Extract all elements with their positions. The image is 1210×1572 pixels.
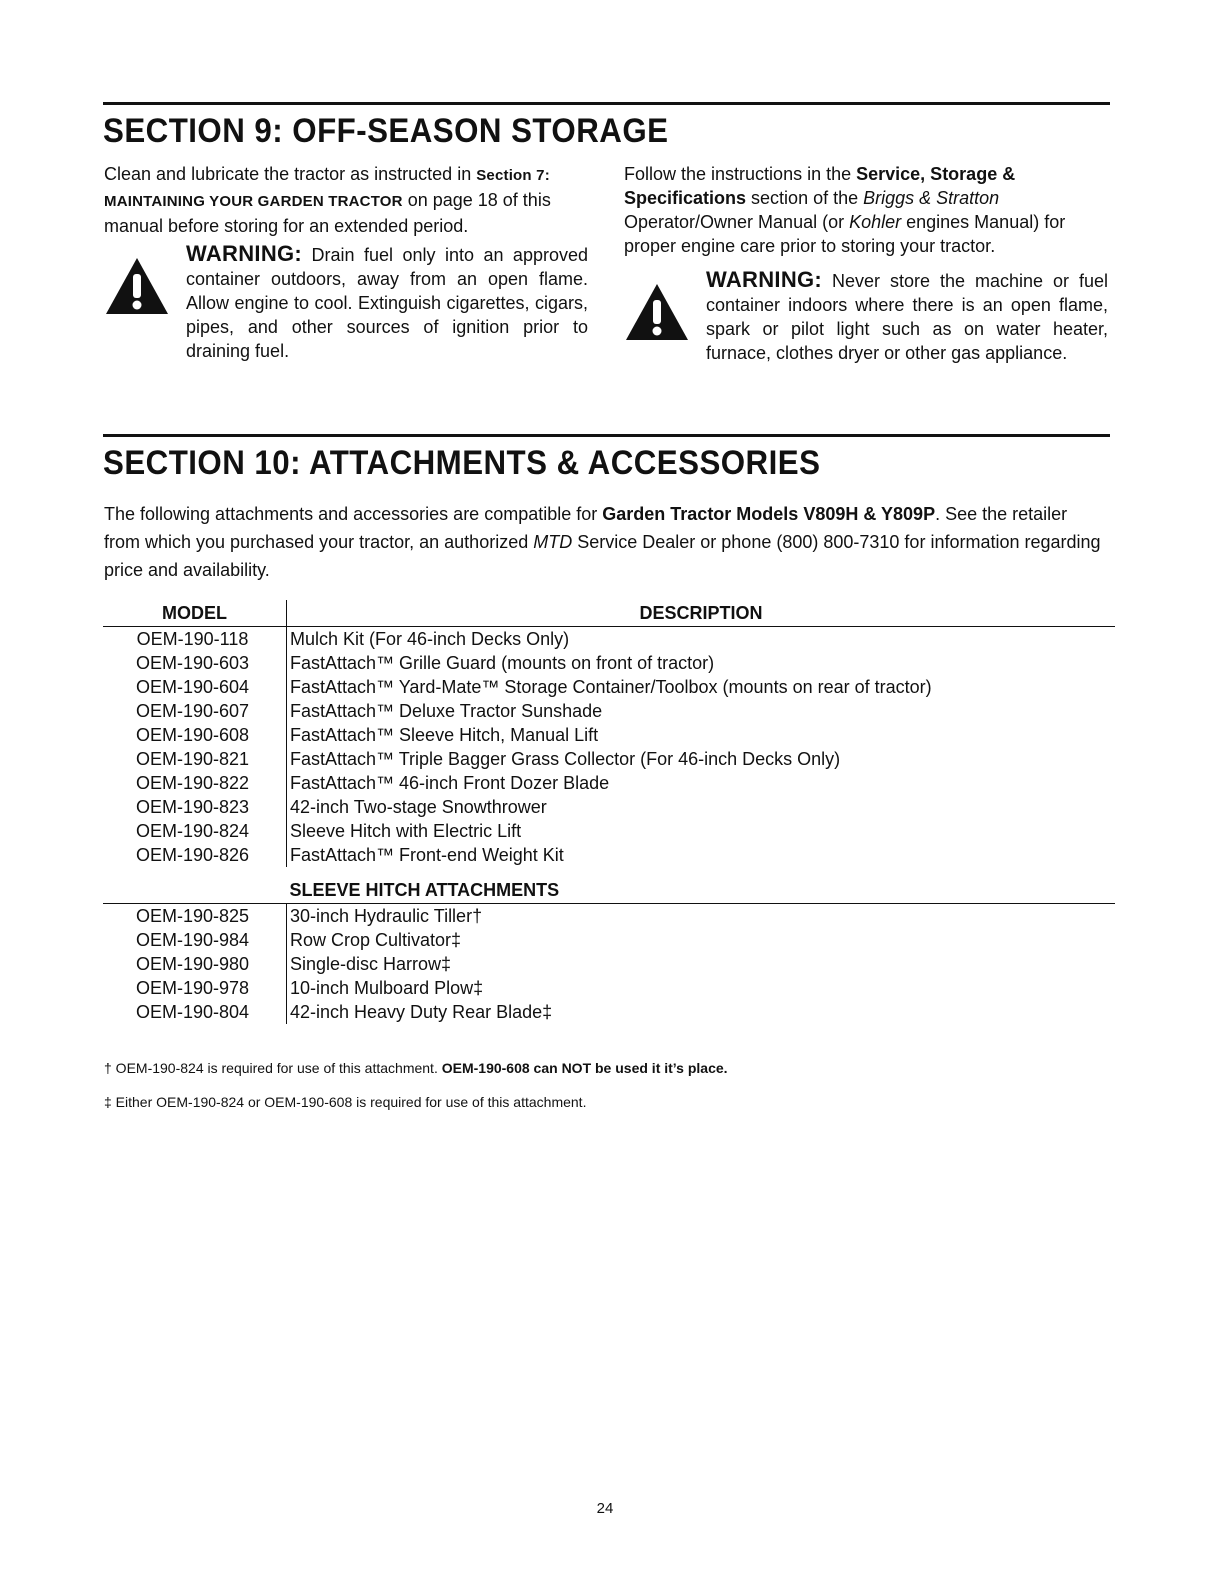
warning2-label: WARNING: xyxy=(706,267,823,292)
model-column-header: MODEL xyxy=(103,600,287,627)
table-row xyxy=(103,843,1115,867)
table-row xyxy=(103,976,1115,1000)
warning1-label: WARNING: xyxy=(186,241,303,266)
spacer-row xyxy=(103,867,1115,877)
table-row xyxy=(103,1000,1115,1024)
page-number: 24 xyxy=(596,1500,614,1517)
model-number-cell: OEM-190-823 xyxy=(135,797,250,817)
table-header-row xyxy=(103,600,1115,627)
table-row xyxy=(103,952,1115,976)
description-cell: 42-inch Two-stage Snowthrower xyxy=(287,795,1116,819)
table-row xyxy=(103,819,1115,843)
section7-reference: Section 7: MAINTAINING YOUR GARDEN TRACTOR xyxy=(104,167,550,210)
table-row xyxy=(103,928,1115,952)
warning-triangle-icon xyxy=(104,256,170,316)
table-row xyxy=(103,723,1115,747)
spacer-cell xyxy=(103,867,287,877)
description-cell: Sleeve Hitch with Electric Lift xyxy=(287,819,1116,843)
description-cell: 42-inch Heavy Duty Rear Blade‡ xyxy=(287,1000,1116,1024)
section10-title: SECTION 10: ATTACHMENTS & ACCESSORIES xyxy=(103,444,821,482)
description-cell: FastAttach™ Yard-Mate™ Storage Container/Toolbox (mounts on rear of tractor) xyxy=(287,675,1116,699)
table-row xyxy=(103,627,1115,652)
description-cell: FastAttach™ Grille Guard (mounts on front of tractor) xyxy=(287,651,1116,675)
table-row xyxy=(103,699,1115,723)
model-number-cell: OEM-190-826 xyxy=(135,845,250,865)
table-row xyxy=(103,795,1115,819)
description-cell: 10-inch Mulboard Plow‡ xyxy=(287,976,1116,1000)
spacer-cell xyxy=(287,867,1116,877)
warning-triangle-icon xyxy=(624,282,690,342)
section9-left-paragraph: Clean and lubricate the tractor as instructed in Section 7: MAINTAINING YOUR GARDEN TRACTOR on page 18 of this manual before storing for an extended period. xyxy=(104,164,551,236)
description-cell: FastAttach™ Triple Bagger Grass Collector (For 46-inch Decks Only) xyxy=(287,747,1116,771)
description-cell: FastAttach™ Deluxe Tractor Sunshade xyxy=(287,699,1116,723)
section9-right-paragraph: Follow the instructions in the Service, Storage & Specifications section of the Briggs & Stratton Operator/Owner Manual (or Kohler engines Manual) for proper engine care prior to storing your tractor. xyxy=(624,164,1066,256)
empty-header-cell xyxy=(103,877,287,904)
model-number-cell: OEM-190-825 xyxy=(135,906,250,926)
table-row xyxy=(103,651,1115,675)
model-number-cell: OEM-190-980 xyxy=(135,954,250,974)
table-row xyxy=(103,771,1115,795)
section10-intro: The following attachments and accessories are compatible for Garden Tractor Models V809H & Y809P. See the retailer from which you purchased your tractor, an authorized MTD Service Dealer or phone (800) 800-7310 for information regarding price and availability. xyxy=(104,504,1101,580)
description-cell: Row Crop Cultivator‡ xyxy=(287,928,1116,952)
model-number-cell: OEM-190-824 xyxy=(135,821,250,841)
model-number-cell: OEM-190-822 xyxy=(135,773,250,793)
model-number-cell: OEM-190-608 xyxy=(135,725,250,745)
model-number-cell: OEM-190-984 xyxy=(135,930,250,950)
sleeve-hitch-heading: SLEEVE HITCH ATTACHMENTS xyxy=(287,877,1116,904)
section9-title: SECTION 9: OFF-SEASON STORAGE xyxy=(103,112,669,150)
footnote-double-dagger: ‡ Either OEM-190-824 or OEM-190-608 is required for use of this attachment. xyxy=(104,1094,587,1110)
model-number-cell: OEM-190-604 xyxy=(135,677,250,697)
table-row xyxy=(103,904,1115,929)
sleeve-hitch-header-row xyxy=(103,877,1115,904)
model-number-cell: OEM-190-821 xyxy=(135,749,250,769)
description-cell: Single-disc Harrow‡ xyxy=(287,952,1116,976)
warning1-text: WARNING: Drain fuel only into an approved container outdoors, away from an open flame. Allow engine to cool. Extinguish cigarettes, cigars, pipes, and other sources of ignition prior to draining fuel. xyxy=(186,241,588,361)
description-cell: 30-inch Hydraulic Tiller† xyxy=(287,904,1116,929)
description-cell: FastAttach™ Front-end Weight Kit xyxy=(287,843,1116,867)
table-row xyxy=(103,747,1115,771)
warning2-text: WARNING: Never store the machine or fuel container indoors where there is an open flame, spark or pilot light such as on water heater, furnace, clothes dryer or other gas appliance. xyxy=(706,267,1108,363)
description-cell: Mulch Kit (For 46-inch Decks Only) xyxy=(287,627,1116,652)
table-row xyxy=(103,675,1115,699)
warning-store-machine xyxy=(624,262,1110,402)
footnote-dagger: † OEM-190-824 is required for use of this attachment. OEM-190-608 can NOT be used it it’s place. xyxy=(104,1060,728,1076)
model-number-cell: OEM-190-118 xyxy=(136,629,249,649)
description-cell: FastAttach™ 46-inch Front Dozer Blade xyxy=(287,771,1116,795)
warning-drain-fuel xyxy=(104,220,588,370)
section9-rule xyxy=(103,102,1110,105)
description-column-header: DESCRIPTION xyxy=(287,600,1116,627)
section10-rule xyxy=(103,434,1110,437)
model-number-cell: OEM-190-603 xyxy=(135,653,250,673)
model-number-cell: OEM-190-978 xyxy=(135,978,250,998)
model-number-cell: OEM-190-804 xyxy=(135,1002,250,1022)
description-cell: FastAttach™ Sleeve Hitch, Manual Lift xyxy=(287,723,1116,747)
model-number-cell: OEM-190-607 xyxy=(135,701,250,721)
accessories-table xyxy=(103,600,1115,1024)
